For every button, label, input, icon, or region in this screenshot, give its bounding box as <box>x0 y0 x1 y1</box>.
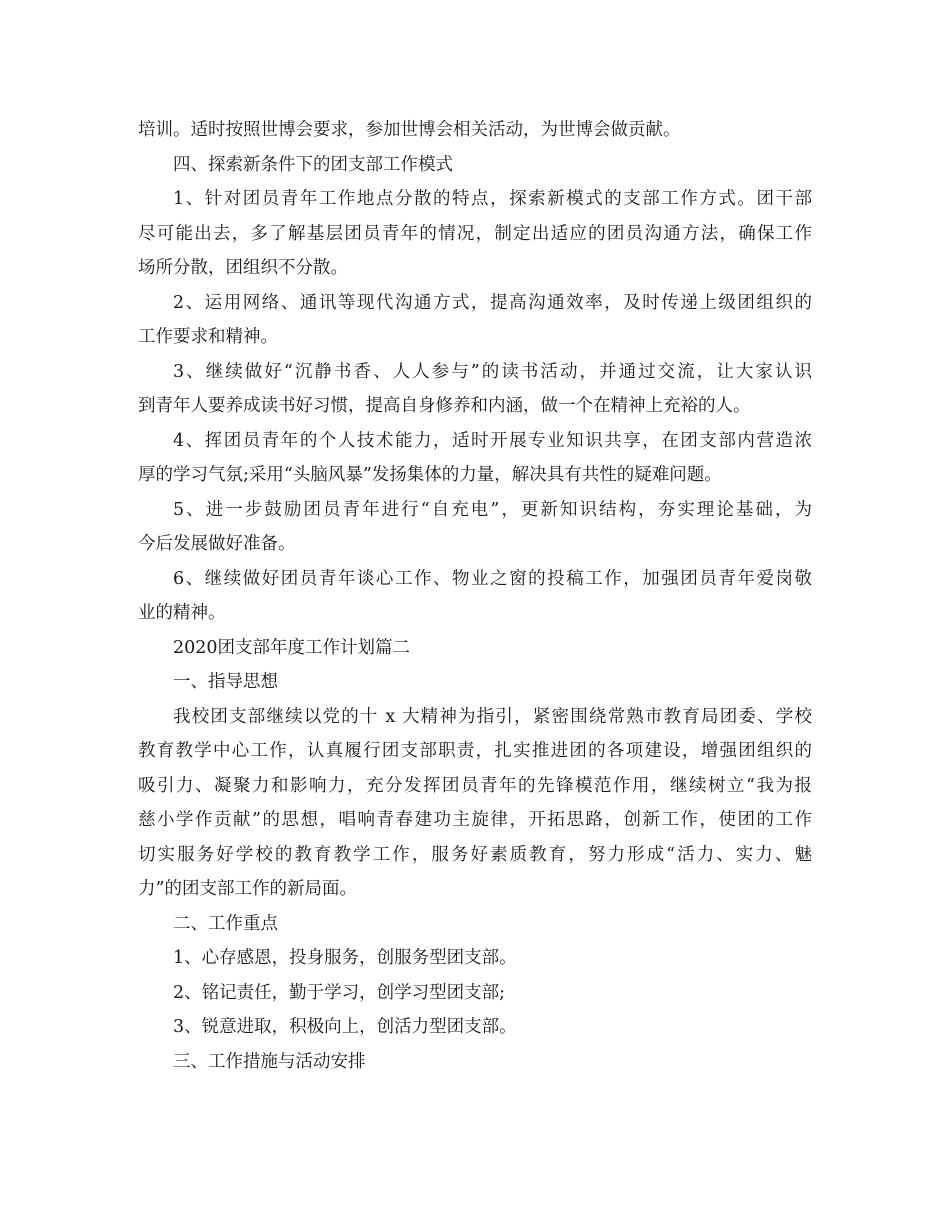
section-title: 2020团支部年度工作计划篇二 <box>173 637 411 658</box>
document-body <box>138 113 812 1079</box>
text-line: 培训。适时按照世博会要求，参加世博会相关活动，为世博会做贡献。 <box>138 120 681 140</box>
text-line: 尽可能出去，多了解基层团员青年的情况，制定出适应的团员沟通方法，确保工作 <box>138 223 812 244</box>
list-item: 3、锐意进取，积极向上，创活力型团支部。 <box>173 1017 517 1037</box>
section-heading: 一、指导思想 <box>173 672 278 692</box>
text-line: 工作要求和精神。 <box>138 327 278 347</box>
text-line: 场所分散，团组织不分散。 <box>138 258 348 278</box>
section-heading: 三、工作措施与活动安排 <box>173 1051 366 1072</box>
text-line: 厚的学习气氛;采用“头脑风暴”发扬集体的力量，解决具有共性的疑难问题。 <box>138 465 722 485</box>
text-line: 2、运用网络、通讯等现代沟通方式，提高沟通效率，及时传递上级团组织的 <box>173 292 812 313</box>
text-line: 教育教学中心工作，认真履行团支部职责，扎实推进团的各项建设，增强团组织的 <box>138 741 812 761</box>
text-line: 1、针对团员青年工作地点分散的特点，探索新模式的支部工作方式。团干部 <box>173 189 812 209</box>
section-heading: 二、工作重点 <box>173 913 278 934</box>
text-line: 慈小学作贡献”的思想，唱响青春建功主旋律，开拓思路，创新工作，使团的工作 <box>138 810 812 830</box>
text-line: 吸引力、凝聚力和影响力，充分发挥团员青年的先锋模范作用，继续树立“我为报 <box>138 775 812 796</box>
list-item: 2、铭记责任，勤于学习，创学习型团支部; <box>173 982 506 1003</box>
text-line: 今后发展做好准备。 <box>138 534 296 554</box>
text-line: 3、继续做好“沉静书香、人人参与”的读书活动，并通过交流，让大家认识 <box>173 361 812 382</box>
text-line: 4、挥团员青年的个人技术能力，适时开展专业知识共享，在团支部内营造浓 <box>173 430 812 451</box>
text-line: 力”的团支部工作的新局面。 <box>138 879 357 899</box>
section-heading: 四、探索新条件下的团支部工作模式 <box>173 154 453 175</box>
text-line: 5、进一步鼓励团员青年进行“自充电”，更新知识结构，夯实理论基础，为 <box>173 499 812 520</box>
text-line: 到青年人要养成读书好习惯，提高自身修养和内涵，做一个在精神上充裕的人。 <box>138 396 751 416</box>
text-line: 6、继续做好团员青年谈心工作、物业之窗的投稿工作，加强团员青年爱岗敬 <box>173 568 812 589</box>
text-line: 切实服务好学校的教育教学工作，服务好素质教育，努力形成“活力、实力、魅 <box>138 844 812 865</box>
text-line: 我校团支部继续以党的十 x 大精神为指引，紧密围绕常熟市教育局团委、学校 <box>173 706 812 727</box>
text-line: 业的精神。 <box>138 603 226 623</box>
list-item: 1、心存感恩，投身服务，创服务型团支部。 <box>173 948 517 968</box>
